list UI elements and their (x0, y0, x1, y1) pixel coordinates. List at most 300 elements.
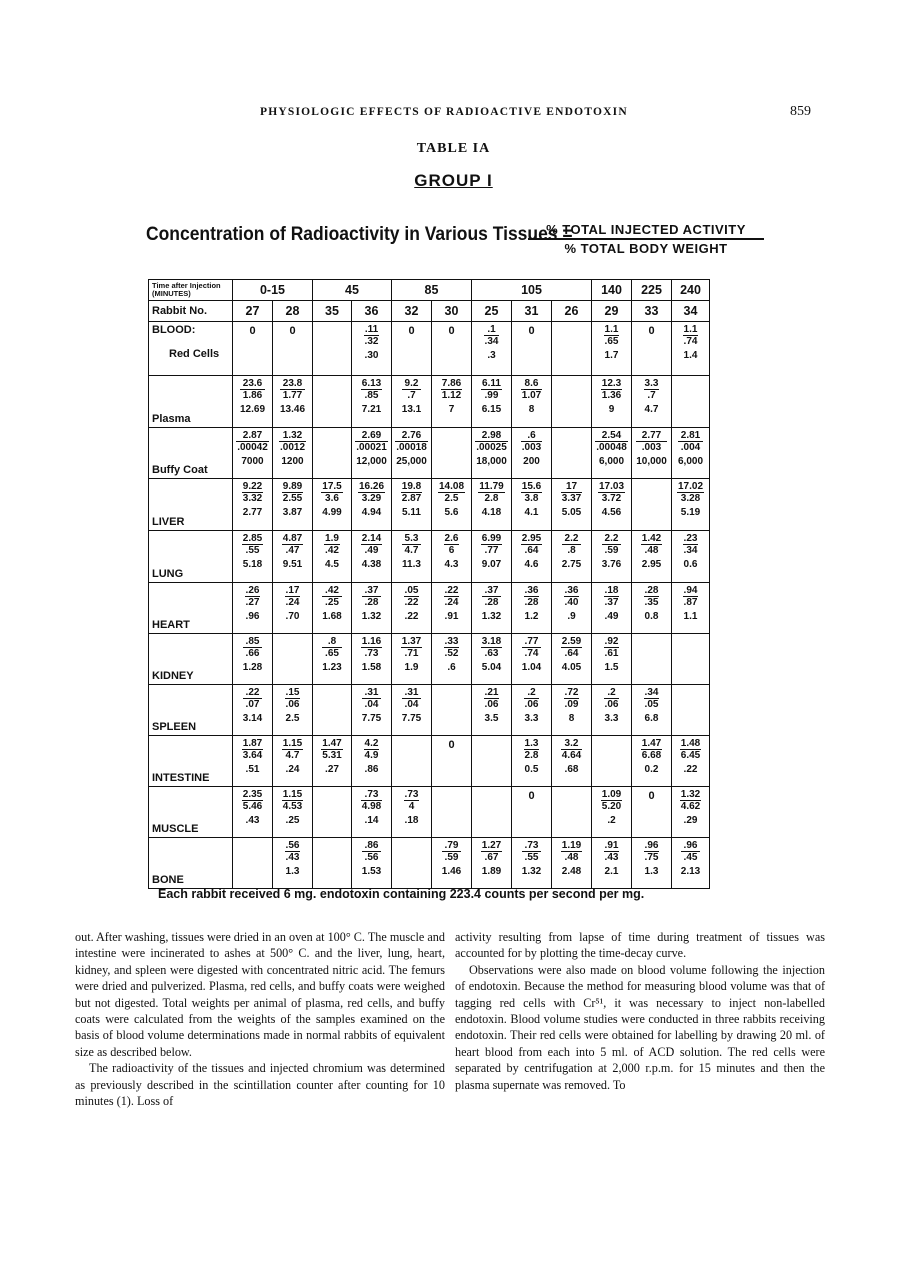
data-cell (233, 787, 273, 838)
ratio-result: 1.2 (524, 611, 539, 622)
data-cell (273, 787, 313, 838)
data-cell (552, 583, 592, 634)
data-cell (512, 736, 552, 787)
ratio-fraction (395, 428, 428, 467)
numerator: 16.26 (358, 481, 385, 492)
data-cell (472, 376, 512, 428)
data-cell (672, 428, 710, 479)
data-cell (432, 736, 472, 787)
ratio-result: 3.5 (484, 713, 499, 724)
denominator: .43 (285, 852, 300, 863)
ratio-result: 1.68 (322, 611, 342, 622)
ratio-result: 4.05 (561, 662, 582, 673)
data-cell (672, 634, 710, 685)
data-cell (233, 322, 273, 376)
numerator: .96 (681, 840, 700, 852)
rabbit-number: 34 (672, 301, 710, 322)
blood-label: BLOOD: (152, 324, 196, 336)
data-cell (392, 685, 432, 736)
rabbit-number: 30 (432, 301, 472, 322)
denominator: .45 (683, 852, 698, 863)
denominator: 2.8 (524, 750, 539, 761)
numerator: .31 (362, 687, 381, 699)
ratio-result: 8 (568, 713, 575, 724)
ratio-fraction (441, 376, 462, 415)
denominator: 2.8 (484, 493, 499, 504)
numerator: .2 (604, 687, 620, 699)
data-cell (273, 376, 313, 428)
numerator: 3.3 (644, 378, 659, 389)
denominator: .0012 (279, 442, 306, 453)
denominator: .74 (524, 648, 539, 659)
denominator: 3.64 (242, 750, 263, 761)
ratio-fraction (481, 376, 502, 415)
ratio-result: 1.4 (683, 350, 698, 361)
table-footnote: Each rabbit received 6 mg. endotoxin containing 223.4 counts per second per mg. (158, 887, 645, 901)
numerator: 1.09 (601, 789, 622, 800)
ratio-result: .9 (567, 611, 576, 622)
ratio-result: 8 (528, 404, 535, 415)
denominator: .004 (680, 442, 701, 453)
table-row (149, 583, 710, 634)
numerator: .23 (683, 533, 698, 544)
data-cell (313, 634, 352, 685)
data-cell (273, 583, 313, 634)
data-cell (233, 479, 273, 531)
numerator: .36 (564, 585, 579, 596)
data-cell (233, 583, 273, 634)
ratio-result: .22 (404, 611, 419, 622)
data-cell (352, 838, 392, 889)
ratio-result: .27 (325, 764, 339, 775)
denominator: .27 (245, 597, 260, 608)
data-cell (432, 376, 472, 428)
data-cell (672, 838, 710, 889)
denominator: .00025 (476, 442, 507, 453)
ratio-result: 1.7 (604, 350, 619, 361)
ratio-result: 5.05 (561, 507, 582, 518)
ratio-result: 18,000 (476, 456, 507, 467)
ratio-fraction (595, 428, 628, 467)
ratio-fraction (402, 531, 421, 570)
ratio-fraction (521, 428, 542, 467)
ratio-result: 7.75 (361, 713, 382, 724)
ratio-result: 9 (608, 404, 615, 415)
denominator: .22 (404, 597, 419, 608)
ratio-fraction (245, 583, 261, 622)
ratio-result: 200 (523, 456, 540, 467)
denominator: .00048 (596, 442, 627, 453)
ratio-result: 2.77 (242, 507, 263, 518)
data-cell (592, 322, 632, 376)
data-cell (313, 376, 352, 428)
data-cell (512, 685, 552, 736)
data-cell (632, 479, 672, 531)
ratio-fraction (401, 634, 422, 673)
data-cell (592, 531, 632, 583)
ratio-fraction (681, 838, 700, 877)
denominator: .06 (604, 699, 619, 710)
numerator: .18 (604, 585, 619, 596)
tissue-label: MUSCLE (149, 787, 233, 838)
data-cell (392, 838, 432, 889)
data-cell (392, 428, 432, 479)
time-header-row (149, 280, 710, 301)
ratio-fraction (561, 479, 582, 518)
data-cell (472, 583, 512, 634)
denominator: 4.64 (561, 750, 582, 761)
denominator: .06 (524, 699, 539, 710)
data-cell (313, 838, 352, 889)
denominator: .32 (364, 336, 379, 347)
denominator: .04 (404, 699, 419, 710)
data-cell (432, 634, 472, 685)
ratio-fraction (524, 736, 540, 775)
numerator: .33 (444, 636, 459, 647)
ratio-fraction (522, 838, 541, 877)
denominator: .40 (564, 597, 579, 608)
denominator: .65 (604, 336, 619, 347)
numerator: .37 (362, 585, 381, 597)
data-cell (512, 583, 552, 634)
numerator: 2.2 (602, 533, 621, 545)
numerator: 9.2 (402, 378, 421, 390)
denominator: 4.7 (404, 545, 419, 556)
ratio-fraction (285, 838, 301, 877)
numerator: 2.77 (636, 430, 667, 442)
numerator: 2.54 (595, 430, 628, 442)
ratio-fraction (322, 634, 341, 673)
numerator: .15 (285, 687, 300, 698)
ratio-fraction (402, 376, 421, 415)
data-cell (672, 479, 710, 531)
cell-value: 0 (448, 325, 455, 337)
data-cell (552, 376, 592, 428)
ratio-fraction (683, 583, 699, 622)
numerator: 1.9 (325, 533, 339, 544)
ratio-result: .25 (285, 815, 300, 826)
ratio-result: 12.69 (239, 404, 266, 415)
ratio-fraction (402, 685, 421, 724)
rabbit-number: 31 (512, 301, 552, 322)
ratio-result: 1.58 (361, 662, 382, 673)
ratio-fraction (484, 322, 500, 361)
ratio-result: 0.8 (644, 611, 659, 622)
denominator: 4.7 (285, 750, 300, 761)
table-row (149, 322, 710, 376)
ratio-result: 0.6 (683, 559, 698, 570)
numerator: .31 (402, 687, 421, 699)
ratio-fraction (361, 787, 382, 826)
ratio-result: 4.6 (524, 559, 539, 570)
denominator: .43 (604, 852, 619, 863)
numerator: .86 (362, 840, 381, 852)
numerator: .2 (524, 687, 540, 699)
data-cell (472, 531, 512, 583)
ratio-fraction (644, 583, 660, 622)
data-cell (233, 428, 273, 479)
numerator: 1.16 (361, 636, 382, 647)
ratio-result: 1.89 (481, 866, 502, 877)
denominator: .85 (364, 390, 379, 401)
ratio-fraction (242, 787, 263, 826)
data-cell (592, 376, 632, 428)
ratio-result: 2.48 (561, 866, 582, 877)
ratio-result: 1.3 (644, 866, 659, 877)
data-cell (472, 838, 512, 889)
ratio-result: 3.87 (282, 507, 303, 518)
denominator: .73 (364, 648, 379, 659)
ratio-fraction (242, 531, 263, 570)
numerator: 2.98 (475, 430, 508, 442)
ratio-fraction (678, 428, 703, 467)
ratio-result: 5.6 (444, 507, 459, 518)
ratio-result: 9.51 (282, 559, 303, 570)
denominator: .24 (285, 597, 300, 608)
data-cell (592, 479, 632, 531)
data-cell (592, 838, 632, 889)
ratio-fraction (482, 583, 501, 622)
denominator: 4.62 (680, 801, 701, 812)
numerator: 3.2 (561, 738, 582, 750)
ratio-fraction (401, 479, 422, 518)
ratio-fraction (364, 736, 380, 775)
data-cell (592, 736, 632, 787)
ratio-fraction (282, 787, 303, 826)
data-cell (352, 376, 392, 428)
ratio-fraction (680, 787, 701, 826)
numerator: 19.8 (401, 481, 422, 492)
ratio-result: 1.46 (441, 866, 462, 877)
data-cell (672, 736, 710, 787)
ratio-result: .49 (604, 611, 619, 622)
data-cell (632, 322, 672, 376)
denominator: .48 (644, 545, 659, 556)
numerator: .77 (522, 636, 541, 648)
ratio-fraction (644, 376, 660, 415)
ratio-fraction (644, 685, 660, 724)
data-cell (352, 634, 392, 685)
data-cell (273, 634, 313, 685)
denominator: 3.29 (361, 493, 382, 504)
denominator: .49 (364, 545, 379, 556)
data-cell (392, 531, 432, 583)
numerator: .94 (683, 585, 698, 596)
cell-value: 0 (528, 790, 535, 802)
ratio-result: 5.04 (481, 662, 502, 673)
denominator: .05 (644, 699, 659, 710)
numerator: .8 (322, 636, 341, 648)
numerator: 1.87 (242, 738, 263, 749)
data-cell (632, 531, 672, 583)
ratio-fraction (361, 634, 382, 673)
ratio-fraction (243, 634, 262, 673)
numerator: 14.08 (438, 481, 465, 492)
rabbit-number: 36 (352, 301, 392, 322)
ratio-result: 7000 (241, 456, 264, 467)
tissue-label-text: Red Cells (169, 348, 220, 360)
tissue-label: BONE (149, 838, 233, 889)
ratio-result: 13.1 (401, 404, 422, 415)
data-cell (432, 479, 472, 531)
denominator: 1.12 (441, 390, 462, 401)
data-cell (632, 376, 672, 428)
data-cell (672, 583, 710, 634)
data-cell (552, 322, 592, 376)
ratio-fraction (321, 479, 342, 518)
ratio-result: .68 (564, 764, 579, 775)
numerator: 7.86 (441, 378, 462, 389)
data-cell (233, 376, 273, 428)
ratio-result: .2 (607, 815, 616, 826)
numerator: .37 (482, 585, 501, 597)
data-cell (472, 787, 512, 838)
numerator: 2.59 (561, 636, 582, 647)
ratio-fraction (355, 428, 388, 467)
denominator: 3.6 (325, 493, 339, 504)
ratio-fraction (604, 583, 620, 622)
data-cell (552, 428, 592, 479)
denominator: .63 (484, 648, 499, 659)
numerator: 6.11 (482, 378, 501, 389)
running-title: PHYSIOLOGIC EFFECTS OF RADIOACTIVE ENDOTOXIN (260, 106, 628, 118)
denominator: .64 (564, 648, 579, 659)
data-cell (592, 583, 632, 634)
numerator: .79 (442, 840, 461, 852)
numerator: .05 (404, 585, 419, 596)
ratio-fraction (285, 583, 301, 622)
denominator: .00042 (237, 442, 268, 453)
denominator: 2.5 (444, 493, 459, 504)
numerator: 12.3 (601, 378, 622, 389)
numerator: 1.42 (641, 533, 662, 544)
data-cell (552, 838, 592, 889)
ratio-result: 1.9 (404, 662, 419, 673)
tissue-label: SPLEEN (149, 685, 233, 736)
ratio-result: .3 (487, 350, 496, 361)
ratio-result: 4.5 (325, 559, 339, 570)
data-cell (552, 531, 592, 583)
data-cell (392, 376, 432, 428)
ratio-result: 5.11 (402, 507, 421, 518)
ratio-result: 4.56 (601, 507, 622, 518)
data-cell (273, 428, 313, 479)
numerator: 2.69 (355, 430, 388, 442)
numerator: 1.32 (279, 430, 306, 442)
data-cell (432, 685, 472, 736)
denominator: 5.46 (242, 801, 263, 812)
data-cell (392, 787, 432, 838)
ratio-result: 4.7 (644, 404, 659, 415)
numerator: .22 (444, 585, 459, 596)
data-cell (313, 736, 352, 787)
cell-value: 0 (648, 325, 655, 337)
data-cell (432, 787, 472, 838)
denominator: 2.55 (282, 493, 303, 504)
data-cell (472, 428, 512, 479)
formula (146, 222, 766, 262)
running-head (0, 106, 907, 124)
data-cell (432, 583, 472, 634)
table-row (149, 787, 710, 838)
ratio-result: .91 (444, 611, 459, 622)
table-row (149, 531, 710, 583)
ratio-result: 3.3 (524, 713, 539, 724)
formula-numerator: % TOTAL INJECTED ACTIVITY (528, 222, 764, 240)
denominator: 6 (448, 545, 455, 556)
numerator: 11.79 (479, 481, 504, 492)
ratio-result: 1.32 (521, 866, 542, 877)
data-cell (672, 322, 710, 376)
ratio-fraction (324, 531, 340, 570)
ratio-fraction (561, 634, 582, 673)
data-cell (352, 479, 392, 531)
time-group-header: 225 (632, 280, 672, 301)
data-cell (512, 838, 552, 889)
rabbit-number: 25 (472, 301, 512, 322)
data-cell (273, 685, 313, 736)
ratio-fraction (484, 685, 500, 724)
denominator: .59 (444, 852, 459, 863)
data-cell (233, 531, 273, 583)
formula-denominator: % TOTAL BODY WEIGHT (564, 241, 728, 256)
numerator: 2.81 (678, 430, 703, 442)
denominator: 6.68 (641, 750, 662, 761)
data-cell (432, 322, 472, 376)
ratio-fraction (521, 531, 542, 570)
ratio-fraction (481, 634, 502, 673)
ratio-result: .70 (285, 611, 300, 622)
denominator: 4.53 (282, 801, 303, 812)
ratio-fraction (444, 634, 460, 673)
ratio-result: .86 (364, 764, 379, 775)
data-cell (472, 736, 512, 787)
numerator: 1.47 (322, 738, 342, 749)
ratio-fraction (282, 736, 303, 775)
ratio-result: 4.38 (361, 559, 382, 570)
denominator: .64 (524, 545, 539, 556)
ratio-result: 2.1 (604, 866, 619, 877)
denominator: 3.8 (524, 493, 539, 504)
ratio-result: .22 (683, 764, 698, 775)
time-group-header: 45 (313, 280, 392, 301)
denominator: .67 (484, 852, 499, 863)
ratio-result: 2.13 (680, 866, 701, 877)
denominator: .00021 (356, 442, 387, 453)
data-cell (552, 685, 592, 736)
data-cell (552, 787, 592, 838)
ratio-fraction (240, 376, 265, 415)
denominator: .75 (644, 852, 659, 863)
data-cell (632, 736, 672, 787)
data-cell (432, 838, 472, 889)
denominator: 3.28 (680, 493, 701, 504)
ratio-result: 25,000 (396, 456, 427, 467)
denominator: 1.86 (242, 390, 263, 401)
numerator: 4.2 (364, 738, 379, 749)
numerator: .28 (644, 585, 659, 596)
denominator: .47 (285, 545, 300, 556)
ratio-result: 4.1 (524, 507, 539, 518)
denominator: .003 (641, 442, 662, 453)
numerator: 9.22 (242, 481, 263, 492)
numerator: 2.76 (395, 430, 428, 442)
ratio-fraction (285, 685, 301, 724)
time-group-header: 85 (392, 280, 472, 301)
data-cell (392, 736, 432, 787)
data-cell (672, 787, 710, 838)
ratio-fraction (522, 634, 541, 673)
